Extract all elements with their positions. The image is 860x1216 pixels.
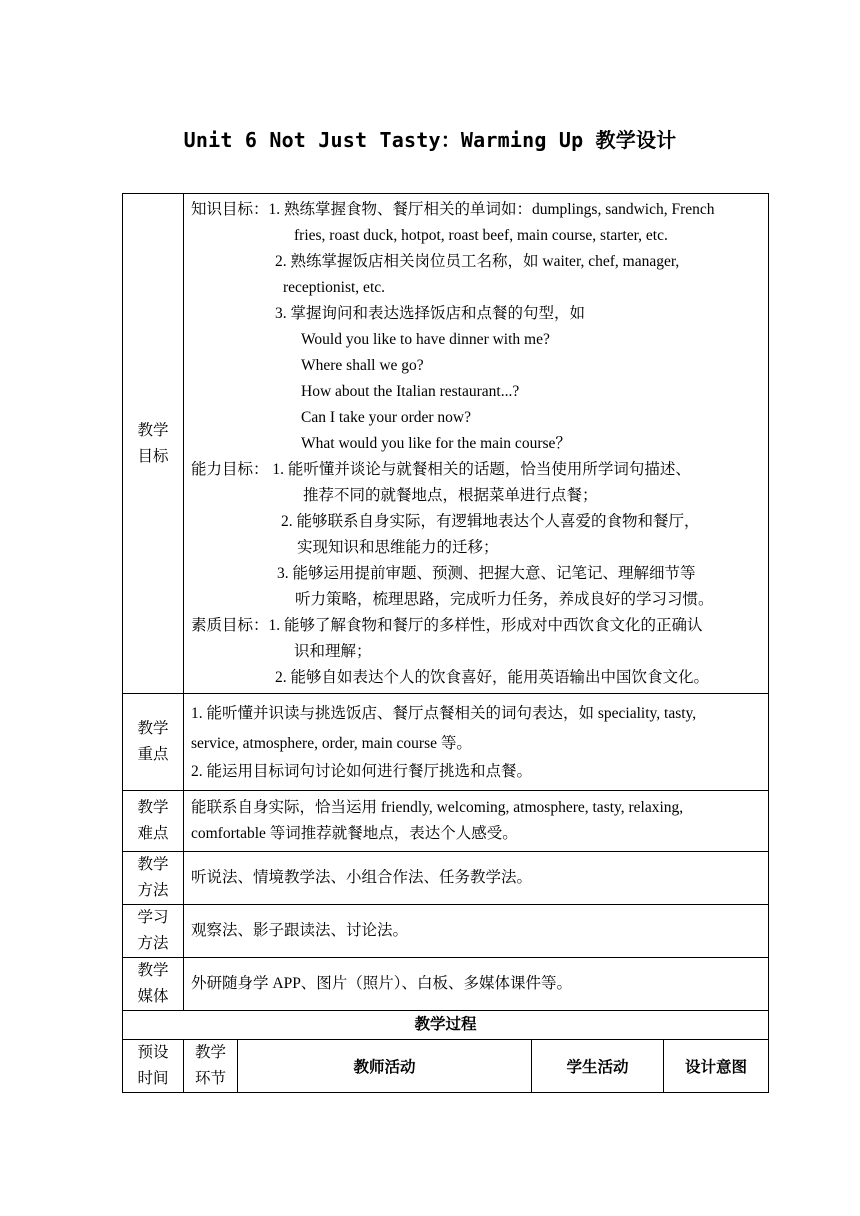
difficulty-line: comfortable 等词推荐就餐地点，表达个人感受。 [191, 825, 518, 842]
difficulties-row [123, 791, 769, 852]
teaching-methods-label: 教学 方法 [123, 852, 184, 905]
difficulties-content [184, 791, 769, 852]
difficulties-label: 教学 难点 [123, 791, 184, 852]
key-points-content [184, 694, 769, 791]
objective-line: 2. 能够自如表达个人的饮食喜好，能用英语输出中国饮食文化。 [275, 669, 710, 686]
objectives-row [123, 194, 769, 694]
key-point-line: service, atmosphere, order, main course 等。 [191, 735, 472, 752]
objective-line: Can I take your order now? [301, 409, 472, 426]
objective-line: Where shall we go? [301, 357, 424, 374]
objective-line: 识和理解； [294, 643, 372, 660]
process-columns-row [123, 1040, 769, 1093]
objective-line: receptionist, etc. [283, 279, 385, 296]
key-points-row [123, 694, 769, 791]
objective-line: What would you like for the main course？ [301, 435, 571, 452]
objective-line: 素质目标：1. 能够了解食物和餐厅的多样性，形成对中西饮食文化的正确认 [191, 617, 703, 634]
teaching-methods-row [123, 852, 769, 905]
col-teacher-activity: 教师活动 [238, 1040, 532, 1093]
page-title: Unit 6 Not Just Tasty：Warming Up 教学设计 [183, 128, 677, 152]
objective-line: 能力目标： 1. 能听懂并谈论与就餐相关的话题，恰当使用所学词句描述、 [191, 461, 691, 478]
col-student-activity: 学生活动 [532, 1040, 664, 1093]
objective-line: 听力策略，梳理思路，完成听力任务，养成良好的学习习惯。 [295, 591, 714, 608]
learning-methods-label: 学习 方法 [123, 905, 184, 958]
learning-methods-content: 观察法、影子跟读法、讨论法。 [184, 905, 769, 958]
key-points-label: 教学 重点 [123, 694, 184, 791]
media-label: 教学 媒体 [123, 958, 184, 1011]
lesson-plan-table [122, 193, 769, 1093]
objectives-label: 教学 目标 [123, 194, 184, 694]
process-heading-row [123, 1011, 769, 1040]
process-heading: 教学过程 [123, 1011, 769, 1040]
media-content: 外研随身学 APP、图片（照片）、白板、多媒体课件等。 [184, 958, 769, 1011]
col-preset-time: 预设 时间 [123, 1040, 184, 1093]
learning-methods-row [123, 905, 769, 958]
key-point-line: 2. 能运用目标词句讨论如何进行餐厅挑选和点餐。 [191, 763, 533, 780]
col-design-intent: 设计意图 [664, 1040, 769, 1093]
objective-line: 2. 能够联系自身实际，有逻辑地表达个人喜爱的食物和餐厅， [281, 513, 700, 530]
objective-line: 实现知识和思维能力的迁移； [297, 539, 499, 556]
key-point-line: 1. 能听懂并识读与挑选饭店、餐厅点餐相关的词句表达，如 speciality, tasty, [191, 705, 697, 722]
col-teaching-stage: 教学 环节 [184, 1040, 238, 1093]
objective-line: Would you like to have dinner with me? [301, 331, 550, 348]
media-row [123, 958, 769, 1011]
objective-line: How about the Italian restaurant...? [301, 383, 520, 400]
objective-line: fries, roast duck, hotpot, roast beef, main course, starter, etc. [294, 227, 668, 244]
objective-line: 知识目标：1. 熟练掌握食物、餐厅相关的单词如：dumplings, sandwich, French [191, 201, 715, 218]
objectives-content [184, 194, 769, 694]
difficulty-line: 能联系自身实际，恰当运用 friendly, welcoming, atmosphere, tasty, relaxing, [191, 799, 684, 816]
teaching-methods-content: 听说法、情境教学法、小组合作法、任务教学法。 [184, 852, 769, 905]
objective-line: 3. 掌握询问和表达选择饭店和点餐的句型，如 [275, 305, 586, 322]
objective-line: 2. 熟练掌握饭店相关岗位员工名称，如 waiter, chef, manager, [275, 253, 680, 270]
objective-line: 推荐不同的就餐地点，根据菜单进行点餐； [303, 487, 598, 504]
objective-line: 3. 能够运用提前审题、预测、把握大意、记笔记、理解细节等 [277, 565, 696, 582]
